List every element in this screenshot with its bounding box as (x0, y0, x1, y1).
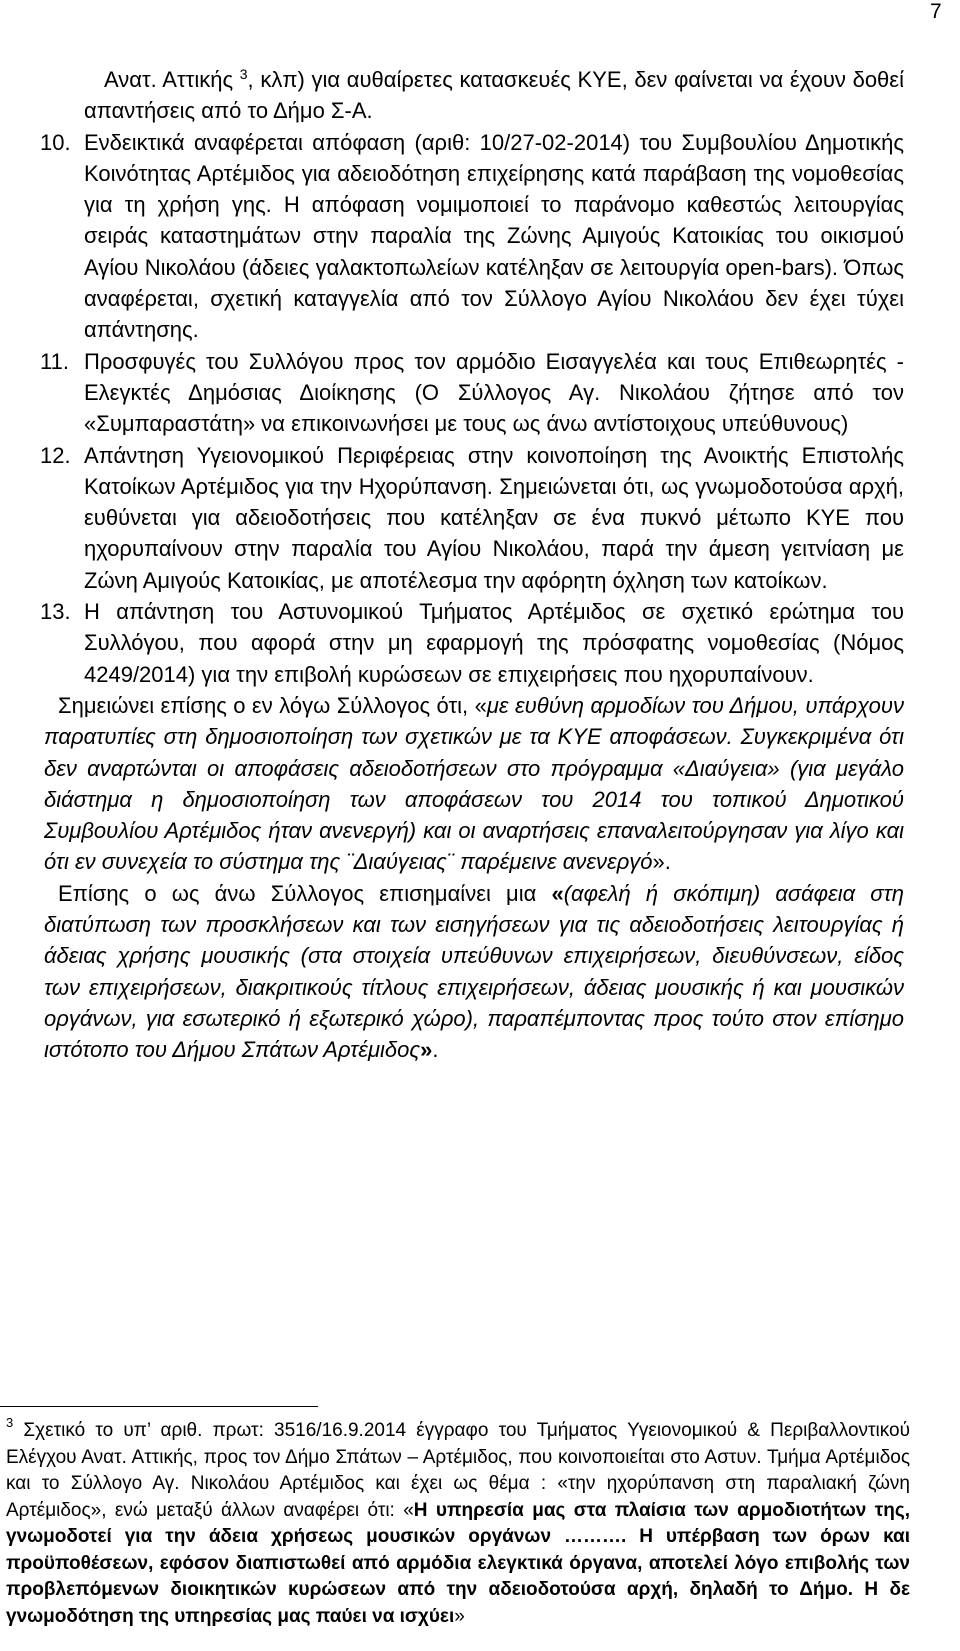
document-body (40, 64, 905, 1066)
paragraph-diavgeia (44, 690, 904, 878)
list-item-text: Απάντηση Υγειονομικού Περιφέρειας στην κοινοποίηση της Ανοικτής Επιστολής Κατοίκων Αρτέμιδος για την Ηχορύπανση. Σημειώνεται ότι, ως γνωμοδοτούσα αρχή, ευθύνεται για αδειοδοτήσεις που κατέληξαν σε ένα πυκνό μέτωπο ΚΥΕ που ηχορυπαίνουν στην παραλία του Αγίου Νικολάου, παρά την άμεση γειτνίαση με Ζώνη Αμιγούς Κατοικίας, με αποτέλεσμα την αφόρητη όχληση των κατοίκων. (84, 442, 904, 593)
list-item-10 (40, 127, 904, 346)
list-item-text: Προσφυγές του Συλλόγου προς τον αρμόδιο Εισαγγελέα και τους Επιθεωρητές - Ελεγκτές Δημόσιας Διοίκησης (Ο Σύλλογος Αγ. Νικολάου ζήτησε από τον «Συμπαραστάτη» να επικοινωνήσει με τους ως άνω αντίστοιχους υπεύθυνους) (84, 348, 904, 437)
list-item-11 (40, 346, 904, 440)
para2-lead: Επίσης ο ως άνω Σύλλογος επισημαίνει μια (58, 880, 552, 906)
para2-quote: (αφελή ή σκόπιμη) ασάφεια στη διατύπωση των προσκλήσεων και των εισηγήσεων για τις αδειοδοτήσεις λειτουργίας ή άδειας χρήσης μουσικής (στα στοιχεία υπεύθυνων επιχειρήσεων, διευθύνσεων, είδος των επιχειρήσεων, διακριτικούς τίτλους επιχειρήσεων, άδειας μουσικής ή και μουσικών οργάνων, για εσωτερικό ή εξωτερικό χώρο), παραπέμποντας προς τούτο στον επίσημο ιστότοπο του Δήμου Σπάτων Αρτέμιδος (44, 880, 905, 1063)
footnote (6, 1415, 910, 1630)
list-item-12 (40, 440, 904, 596)
footnote-close: » (454, 1605, 465, 1627)
footnote-separator (0, 1406, 318, 1407)
list-item-text: Η απάντηση του Αστυνομικού Τμήματος Αρτέμιδος σε σχετικό ερώτημα του Συλλόγου, που αφορά στην μη εφαρμογή της πρόσφατης νομοθεσίας (Νόμος 4249/2014) για την επιβολή κυρώσεων σε επιχειρήσεις που ηχορυπαίνουν. (84, 599, 904, 687)
para1-quote: με ευθύνη αρμοδίων του Δήμου, υπάρχουν παρατυπίες στη δημοσιοποίηση των σχετικών με τα ΚΥΕ αποφάσεων. Συγκεκριμένα ότι δεν αναρτώνται οι αποφάσεις αδειοδοτήσεων στο πρόγραμμα «Διαύγεια» (για μεγάλο διάστημα η δημοσιοποίηση των αποφάσεων του 2014 του τοπικού Δημοτικού Συμβουλίου Αρτέμιδος ήταν ανενεργή) και οι αναρτήσεις επαναλειτούργησαν για λίγο και ότι εν συνεχεία το σύστημα της ¨Διαύγειας¨ παρέμεινε ανενεργό (44, 692, 904, 875)
footnote-text (6, 1415, 910, 1630)
footnote-ref: 3 (239, 66, 248, 82)
intro-paragraph (84, 64, 904, 127)
para1-tail: ». (652, 849, 671, 875)
paragraph-ambiguity (44, 878, 904, 1066)
page-number: 7 (930, 0, 942, 23)
footnote-bold-quote: Η υπηρεσία μας στα πλαίσια των αρμοδιοτήτων της, γνωμοδοτεί για την άδεια χρήσεως μουσικών οργάνων ………. Η υπέρβαση των όρων και προϋποθέσεων, εφόσον διαπιστωθεί από αρμόδια ελεγκτικά όργανα, αποτελεί λόγο επιβολής των προβλεπόμενων διοικητικών κυρώσεων από την αδειοδοτούσα αρχή, δηλαδή το Δήμο. Η δε γνωμοδότηση της υπηρεσίας μας παύει να ισχύει (6, 1499, 910, 1627)
footnote-body: Σχετικό το υπ’ αριθ. πρωτ: 3516/16.9.2014 έγγραφο του Τμήματος Υγειονομικού & Περιβαλλοντικού Ελέγχου Ανατ. Αττικής, προς τον Δήμο Σπάτων – Αρτέμιδος, που κοινοποιείται στο Αστυν. Τμήμα Αρτέμιδος και το Σύλλογο Αγ. Νικολάου Αρτέμιδος και έχει ως θέμα : «την ηχορύπανση στη παραλιακή ζώνη Αρτέμιδος», ενώ μεταξύ άλλων αναφέρει ότι: « (6, 1420, 910, 1521)
footnote-mark: 3 (6, 1415, 14, 1430)
intro-text-a: Ανατ. Αττικής (104, 67, 240, 92)
list-number: 11. (40, 348, 69, 374)
list-number: 10. (40, 129, 71, 155)
list-item-text: Ενδεικτικά αναφέρεται απόφαση (αριθ: 10/27-02-2014) του Συμβουλίου Δημοτικής Κοινότητας Αρτέμιδος για αδειοδότηση επιχείρησης κατά παράβαση της νομοθεσίας για τη χρήση γης. Η απόφαση νομιμοποιεί το παράνομο καθεστώς λειτουργίας σειράς καταστημάτων στην παραλία της Ζώνης Αμιγούς Κατοικίας του οικισμού Αγίου Νικολάου (άδειες γαλακτοπωλείων κατέληξαν σε λειτουργία open-bars). Όπως αναφέρεται, σχετική καταγγελία από τον Σύλλογο Αγίου Νικολάου δεν έχει τύχει απάντησης. (84, 129, 904, 343)
para2-open-quote: « (551, 880, 564, 906)
list-number: 12. (40, 442, 71, 468)
para2-tail: . (432, 1037, 439, 1063)
list-number: 13. (40, 599, 71, 625)
intro-text-b: , κλπ) για αυθαίρετες κατασκευές ΚΥΕ, δεν φαίνεται να έχουν δοθεί απαντήσεις από το Δήμο Σ-Α. (84, 67, 904, 124)
list-item-13 (40, 596, 904, 690)
para2-close-quote: » (420, 1037, 433, 1063)
para1-lead: Σημειώνει επίσης ο εν λόγω Σύλλογος ότι, « (58, 692, 487, 718)
